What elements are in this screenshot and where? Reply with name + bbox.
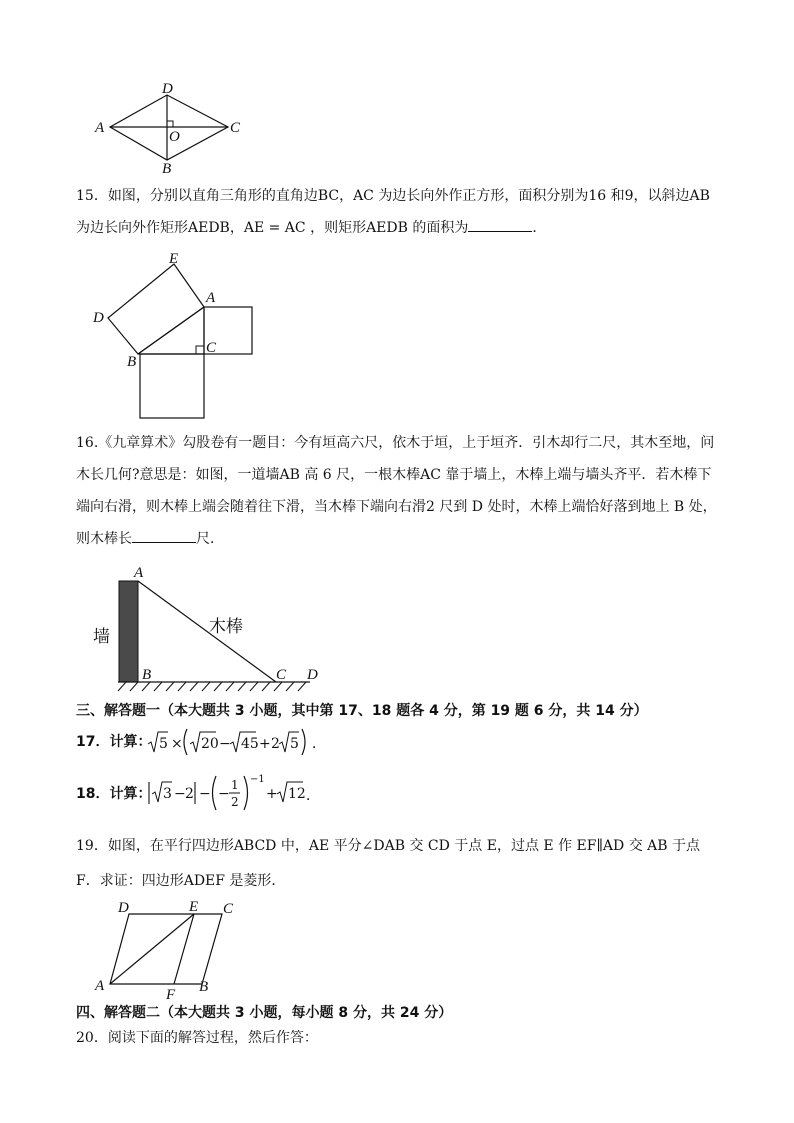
q17-line bbox=[76, 731, 151, 755]
q17-suffix: ． bbox=[312, 736, 326, 752]
parallelogram-label-b: B bbox=[199, 979, 209, 995]
rhombus-label-d: D bbox=[162, 81, 173, 97]
q18-prefix: 18．计算： bbox=[76, 786, 152, 802]
svg-text:−: − bbox=[218, 786, 230, 802]
section-3-heading: 三、解答题一（本大题共 3 小题，其中第 17、18 题各 4 分，第 19 题 6 分，共 14 分） bbox=[76, 703, 648, 719]
squares-label-a: A bbox=[206, 290, 216, 306]
svg-text:20: 20 bbox=[201, 736, 219, 752]
rhombus-label-b: B bbox=[162, 161, 172, 176]
svg-text:3: 3 bbox=[163, 786, 172, 802]
svg-text:12: 12 bbox=[288, 786, 306, 802]
q19-line-1: 19．如图，在平行四边形ABCD 中，AE 平分∠DAB 交 CD 于点 E，过点 E 作 EF∥AD 交 AB 于点 bbox=[76, 838, 701, 854]
squares-figure bbox=[90, 248, 270, 424]
wall-label-a: A bbox=[134, 565, 144, 581]
rhombus-label-a: A bbox=[95, 120, 105, 136]
svg-text:5: 5 bbox=[290, 736, 299, 752]
parallelogram-label-a: A bbox=[95, 978, 105, 994]
parallelogram-label-e: E bbox=[189, 899, 199, 915]
svg-text:+: + bbox=[266, 786, 278, 802]
svg-text:1: 1 bbox=[231, 778, 239, 792]
svg-text:+: + bbox=[259, 736, 271, 752]
wall-label-b: B bbox=[142, 667, 152, 683]
q18-expression bbox=[146, 772, 306, 816]
squares-label-c: C bbox=[206, 340, 217, 356]
squares-label-d: D bbox=[93, 310, 104, 326]
q15-line-2-text: 为边长向外作矩形AEDB，AE = AC ，则矩形AEDB 的面积为 bbox=[76, 220, 469, 236]
svg-text:−: − bbox=[199, 786, 211, 802]
q16-line-4-end: 尺． bbox=[196, 531, 224, 547]
squares-label-e: E bbox=[169, 251, 179, 267]
q16-answer-blank bbox=[132, 528, 196, 543]
rhombus-label-c: C bbox=[230, 120, 241, 136]
wall-label-c: C bbox=[276, 667, 287, 683]
section-4-heading: 四、解答题二（本大题共 3 小题，每小题 8 分，共 24 分） bbox=[76, 1005, 453, 1021]
svg-text:2: 2 bbox=[185, 786, 194, 802]
svg-text:−: − bbox=[174, 786, 186, 802]
svg-text:×: × bbox=[171, 736, 183, 752]
rhombus-figure bbox=[90, 80, 250, 176]
stick-label: 木棒 bbox=[209, 617, 243, 637]
wall-stick-figure bbox=[88, 560, 338, 692]
parallelogram-label-f: F bbox=[166, 987, 176, 1002]
q20-line: 20．阅读下面的解答过程，然后作答： bbox=[76, 1030, 318, 1046]
svg-text:2: 2 bbox=[271, 736, 280, 752]
q15-answer-blank bbox=[468, 217, 532, 232]
svg-text:5: 5 bbox=[159, 736, 168, 752]
q16-line-4-text: 则木棒长 bbox=[76, 531, 132, 547]
q19-line-2: F．求证：四边形ADEF 是菱形． bbox=[76, 873, 286, 889]
q15-line-1: 15．如图，分别以直角三角形的直角边BC，AC 为边长向外作正方形，面积分别为16 和9，以斜边AB bbox=[76, 188, 710, 204]
q18-suffix: ． bbox=[306, 788, 320, 804]
q18-line bbox=[76, 783, 151, 803]
svg-text:−1: −1 bbox=[250, 774, 265, 785]
q15-line-2-end: ． bbox=[532, 220, 547, 236]
q16-line-4 bbox=[76, 528, 736, 549]
rhombus-label-o: O bbox=[169, 129, 180, 145]
wall-label-d: D bbox=[307, 667, 318, 683]
parallelogram-figure bbox=[88, 896, 248, 1002]
q16-line-3: 端向右滑，则木棒上端会随着往下滑，当木棒下端向右滑2 尺到 D 处时，木棒上端恰好落到地上 B 处， bbox=[76, 499, 717, 515]
parallelogram-label-d: D bbox=[118, 900, 129, 916]
svg-text:2: 2 bbox=[231, 795, 239, 809]
q16-line-1: 16.《九章算术》勾股卷有一题目：今有垣高六尺，依木于垣，上于垣齐．引木却行二尺，其木至地，问 bbox=[76, 435, 715, 451]
parallelogram-label-c: C bbox=[223, 901, 234, 917]
q16-line-2: 木长几何?意思是：如图，一道墙AB 高 6 尺，一根木棒AC 靠于墙上，木棒上端与墙头齐平．若木棒下 bbox=[76, 467, 712, 483]
svg-text:45: 45 bbox=[241, 736, 259, 752]
q17-prefix: 17．计算： bbox=[76, 734, 152, 750]
svg-text:−: − bbox=[219, 736, 231, 752]
q17-expression bbox=[146, 726, 326, 758]
wall-label: 墙 bbox=[93, 627, 110, 647]
squares-label-b: B bbox=[127, 354, 137, 370]
q15-line-2 bbox=[76, 217, 736, 238]
